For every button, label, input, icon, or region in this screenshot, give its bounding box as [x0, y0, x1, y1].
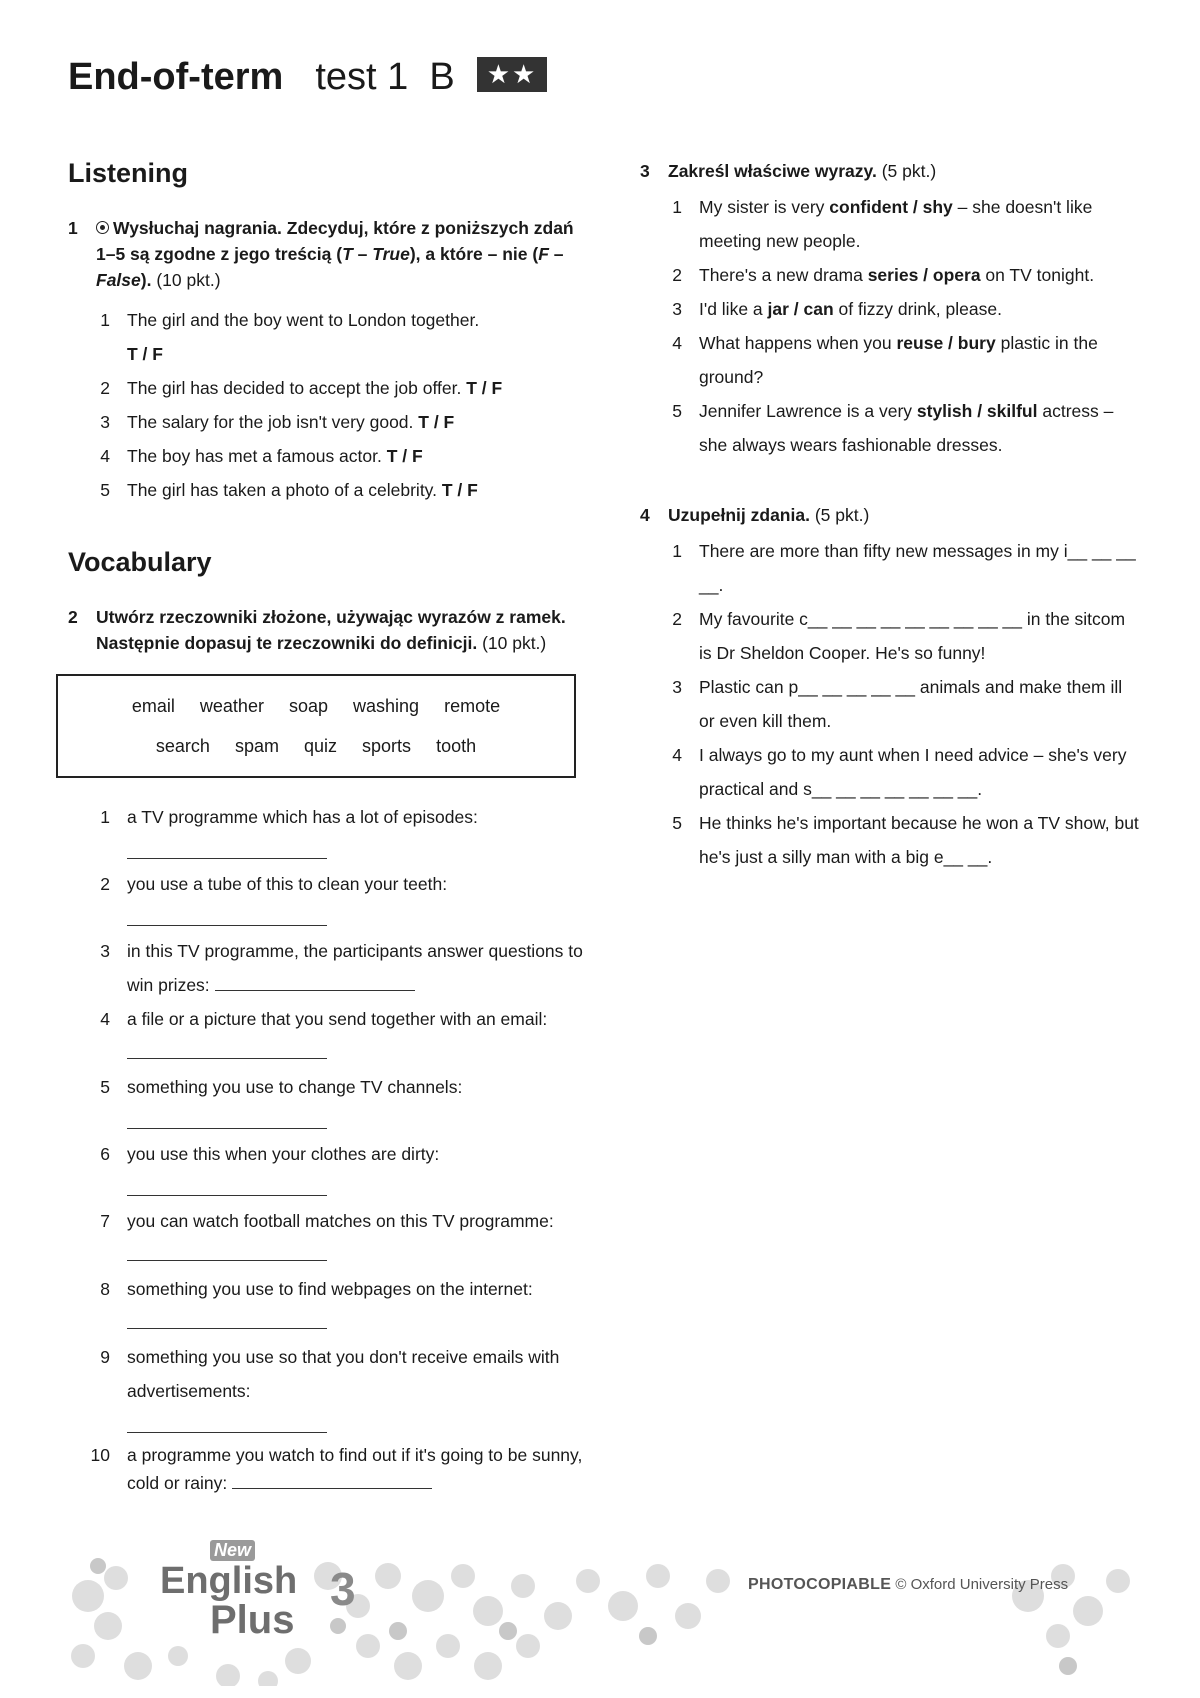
list-item: 5 something you use to change TV channels: — [68, 1070, 588, 1129]
difficulty-stars: ★★ — [477, 57, 548, 92]
list-item: 4 The boy has met a famous actor. T / F — [100, 446, 423, 466]
list-item: 2 The girl has decided to accept the job offer. T / F — [100, 378, 503, 398]
answer-blank[interactable] — [127, 1104, 327, 1129]
listening-heading: Listening — [68, 158, 188, 188]
list-item: 6 you use this when your clothes are dirty: — [68, 1137, 588, 1196]
list-item: 5 The girl has taken a photo of a celebrity. T / F — [100, 480, 478, 500]
right-column — [640, 158, 1140, 874]
list-item: 5 Jennifer Lawrence is a very stylish / skilful actress – she always wears fashionable dresses. — [672, 401, 1114, 455]
answer-blank[interactable] — [127, 1246, 327, 1261]
page-title — [68, 56, 547, 99]
title-main: End-of-term — [68, 56, 284, 98]
list-item: 2 you use a tube of this to clean your teeth: — [68, 867, 588, 926]
list-item: 2 There's a new drama series / opera on TV tonight. — [672, 265, 1095, 285]
audio-icon — [96, 221, 109, 234]
word: soap — [288, 696, 329, 716]
vocabulary-heading: Vocabulary — [68, 547, 212, 577]
word: search — [155, 736, 210, 756]
list-item: 1 There are more than fifty new messages in my i__ __ __ __. — [672, 541, 1136, 595]
answer-blank[interactable] — [232, 1474, 432, 1489]
list-item: 4 a file or a picture that you send together with an email: — [68, 1002, 588, 1070]
word-choice[interactable]: reuse / bury — [896, 333, 996, 353]
list-item: 7 you can watch football matches on this TV programme: — [68, 1204, 588, 1272]
left-column — [68, 158, 588, 1497]
answer-blank[interactable] — [127, 1314, 327, 1329]
true-false-choice[interactable]: T / F — [441, 480, 478, 500]
exercise-4-items — [640, 534, 1140, 874]
list-item: 2 My favourite c__ __ __ __ __ __ __ __ __ in the sitcom is Dr Sheldon Cooper. He's so funny! — [672, 609, 1126, 663]
word: weather — [199, 696, 264, 716]
word: tooth — [436, 736, 477, 756]
true-false-choice[interactable]: T / F — [466, 378, 503, 398]
list-item: 1 My sister is very confident / shy – she doesn't like meeting new people. — [672, 197, 1093, 251]
footer: New English Plus 3 PHOTOCOPIABLE © Oxford University Press — [68, 1536, 1138, 1686]
answer-blank[interactable] — [127, 834, 327, 859]
list-item: 8 something you use to find webpages on the internet: — [68, 1272, 588, 1340]
list-item: 1 The girl and the boy went to London together. T / F — [100, 310, 480, 364]
word: email — [131, 696, 175, 716]
word: remote — [444, 696, 501, 716]
exercise-2-items — [68, 800, 588, 1497]
exercise-1-instruction: 1 Wysłuchaj nagrania. Zdecyduj, które z poniższych zdań 1–5 są zgodne z jego treścią (T – True), a które – nie (F – False). (10 pkt.) — [68, 218, 574, 290]
list-item: 9 something you use so that you don't receive emails with advertisements: — [68, 1340, 588, 1433]
true-false-choice[interactable]: T / F — [386, 446, 423, 466]
answer-blank[interactable] — [127, 1171, 327, 1196]
word: washing — [353, 696, 420, 716]
answer-blank[interactable] — [127, 1044, 327, 1059]
word: quiz — [303, 736, 337, 756]
exercise-1-items — [68, 303, 588, 507]
word-choice[interactable]: stylish / skilful — [916, 401, 1038, 421]
answer-blank[interactable] — [127, 901, 327, 926]
word-choice[interactable]: series / opera — [867, 265, 981, 285]
list-item: 3 in this TV programme, the participants answer questions to win prizes: — [100, 941, 583, 995]
exercise-3-instruction: 3 Zakreśl właściwe wyrazy. (5 pkt.) — [640, 161, 937, 181]
exercise-3-items — [640, 190, 1140, 462]
list-item: 3 The salary for the job isn't very good. T / F — [100, 412, 455, 432]
answer-blank[interactable] — [215, 976, 415, 991]
word-choice[interactable]: confident / shy — [829, 197, 953, 217]
list-item: 5 He thinks he's important because he won a TV show, but he's just a silly man with a big e__ __. — [672, 813, 1139, 867]
title-test: test 1 B — [315, 56, 455, 98]
list-item: 4 What happens when you reuse / bury plastic in the ground? — [672, 333, 1098, 387]
list-item: 1 a TV programme which has a lot of episodes: — [68, 800, 588, 859]
true-false-choice[interactable]: T / F — [418, 412, 455, 432]
list-item: 4 I always go to my aunt when I need advice – she's very practical and s__ __ __ __ __ __ __. — [672, 745, 1127, 799]
word: spam — [234, 736, 279, 756]
exercise-4-instruction: 4 Uzupełnij zdania. (5 pkt.) — [640, 505, 870, 525]
word-box — [56, 674, 576, 778]
list-item: 10 a programme you watch to find out if it's going to be sunny, cold or rainy: — [90, 1445, 583, 1493]
word-choice[interactable]: jar / can — [767, 299, 834, 319]
exercise-2-instruction: 2 Utwórz rzeczowniki złożone, używając wyrazów z ramek. Następnie dopasuj te rzeczowniki do definicji. (10 pkt.) — [68, 607, 566, 653]
list-item: 3 I'd like a jar / can of fizzy drink, please. — [672, 299, 1002, 319]
copyright-notice: PHOTOCOPIABLE © Oxford University Press — [748, 1576, 1069, 1593]
word: sports — [362, 736, 412, 756]
answer-blank[interactable] — [127, 1408, 327, 1433]
true-false-choice[interactable]: T / F — [127, 344, 163, 364]
list-item: 3 Plastic can p__ __ __ __ __ animals and make them ill or even kill them. — [672, 677, 1123, 731]
